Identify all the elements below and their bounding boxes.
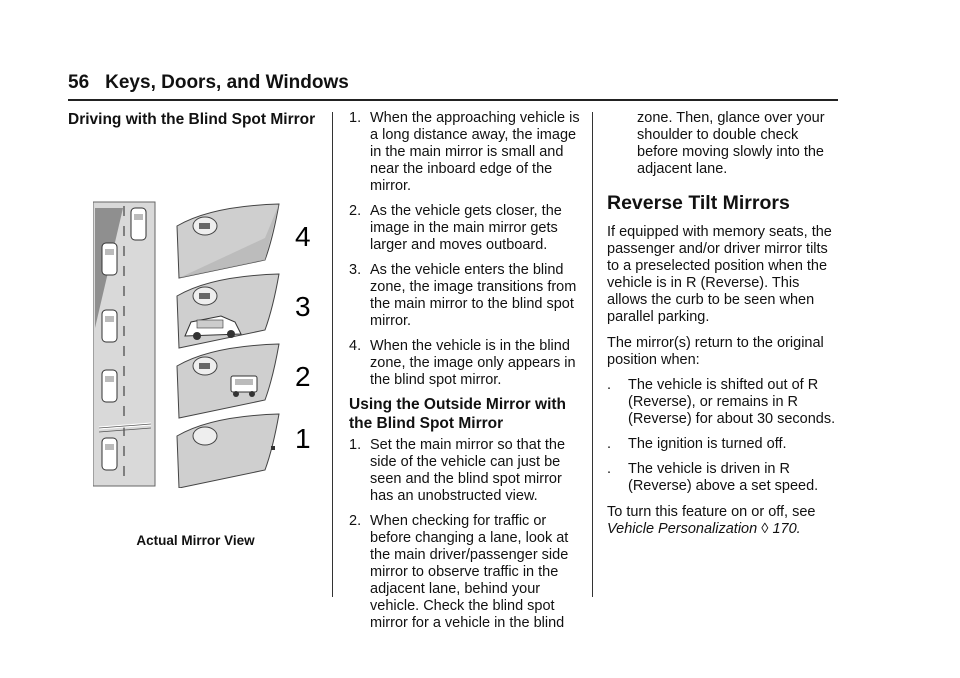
numbered-step [349, 437, 581, 505]
column-left [68, 110, 323, 129]
bullet-text: The vehicle is driven in R (Reverse) above a set speed. [628, 461, 819, 494]
figure-number-4: 4 [295, 221, 311, 252]
bullet-mark: . [607, 377, 612, 393]
mirror-view-3 [177, 274, 279, 348]
figure-caption: Actual Mirror View [136, 533, 255, 548]
step-number: 1. [349, 437, 362, 453]
step-continuation: zone. Then, glance over your shoulder to double check before moving slowly into the adjacent lane. [637, 110, 825, 177]
road-diagram [93, 202, 155, 486]
column-divider [332, 112, 333, 597]
step-text: Set the main mirror so that the side of the vehicle can just be seen and the blind spot mirror has an unobstructed view. [370, 437, 566, 504]
page-header [68, 72, 349, 94]
bullet-item [607, 436, 837, 453]
bullet-text: The ignition is turned off. [628, 436, 787, 452]
section-title: Reverse Tilt Mirrors [607, 192, 790, 214]
section-heading: Driving with the Blind Spot Mirror [68, 111, 316, 128]
numbered-step [349, 513, 581, 632]
figure-number-1: 1 [295, 423, 311, 454]
column-middle [349, 110, 581, 632]
step-number: 4. [349, 338, 362, 354]
xref-end: . [796, 521, 801, 537]
car-top-view [102, 243, 117, 275]
numbered-step [349, 338, 581, 389]
car-top-view [102, 370, 117, 402]
car-top-view [102, 438, 117, 470]
header-rule [68, 99, 838, 101]
numbered-step [349, 203, 581, 254]
xref-page[interactable]: 170 [772, 521, 797, 537]
step-number: 3. [349, 262, 362, 278]
step-number: 2. [349, 513, 362, 529]
page-ref-icon: ◊ [761, 521, 769, 537]
car-top-view [131, 208, 146, 240]
xref-link[interactable]: Vehicle Personalization [607, 521, 758, 537]
paragraph: To turn this feature on or off, see [607, 504, 816, 520]
mirror-view-2 [177, 344, 279, 418]
column-divider [592, 112, 593, 597]
step-number: 2. [349, 203, 362, 219]
paragraph: If equipped with memory seats, the passenger and/or driver mirror tilts to a preselected position when the vehicle is in R (Reverse). This allows the curb to be seen when parallel parking. [607, 224, 832, 325]
bullet-text: The vehicle is shifted out of R (Reverse), or remains in R (Reverse) for about 30 seconds. [628, 377, 836, 427]
step-text: When the approaching vehicle is a long distance away, the image in the main mirror is small and near the inboard edge of the mirror. [370, 110, 580, 194]
mirror-view-4 [177, 204, 279, 278]
bullet-item [607, 377, 837, 428]
numbered-step [349, 262, 581, 330]
step-text: As the vehicle enters the blind zone, the image transitions from the main mirror to the blind spot mirror. [370, 262, 577, 329]
section-heading: Using the Outside Mirror with the Blind Spot Mirror [349, 396, 567, 432]
chapter-title: Keys, Doors, and Windows [105, 72, 349, 93]
bullet-item [607, 461, 837, 495]
step-text: When checking for traffic or before changing a lane, look at the main driver/passenger side mirror to observe traffic in the adjacent lane, behind your vehicle. Check the blind spot mirror for a vehicle in the blind [370, 513, 569, 631]
figure-number-3: 3 [295, 291, 311, 322]
step-text: When the vehicle is in the blind zone, the image only appears in the blind spot mirror. [370, 338, 576, 388]
numbered-step [349, 110, 581, 195]
step-number: 1. [349, 110, 362, 126]
car-top-view [102, 310, 117, 342]
blind-spot-mirror-illustration [93, 198, 323, 488]
bullet-mark: . [607, 436, 612, 452]
step-text: As the vehicle gets closer, the image in the main mirror gets larger and moves outboard. [370, 203, 562, 253]
column-right [607, 110, 837, 538]
page-number: 56 [68, 72, 90, 93]
cross-reference-paragraph [607, 504, 837, 538]
figure-number-2: 2 [295, 361, 311, 392]
bullet-mark: . [607, 461, 612, 477]
mirror-view-1 [177, 414, 279, 488]
paragraph: The mirror(s) return to the original position when: [607, 335, 824, 368]
